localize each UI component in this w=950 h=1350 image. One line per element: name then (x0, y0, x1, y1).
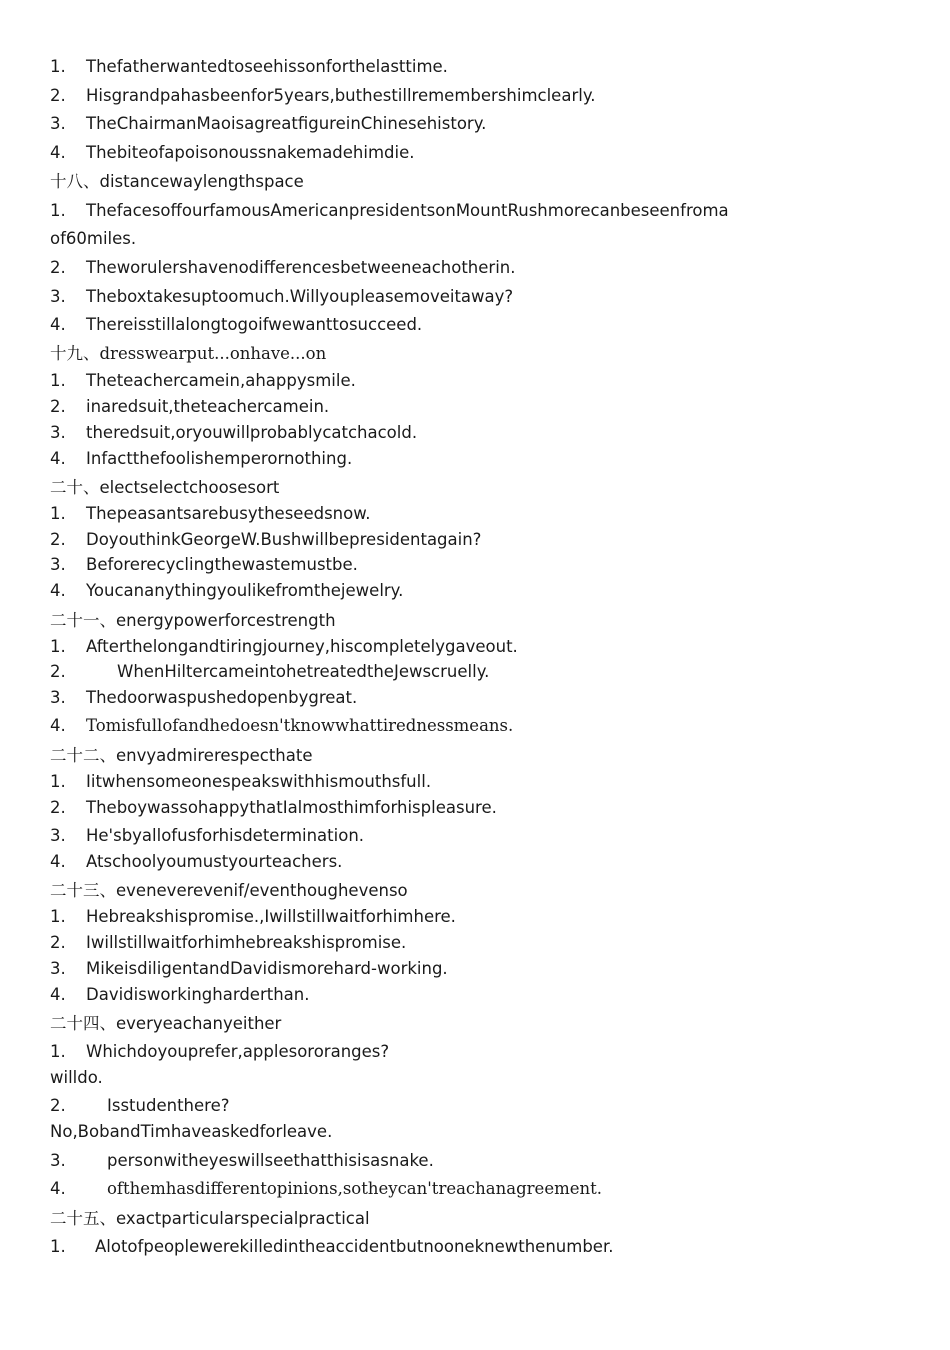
sentence-item: 2. inaredsuit,theteachercamein. (50, 397, 330, 416)
sentence-item: 2. DoyouthinkGeorgeW.Bushwillbepresidentagain? (50, 530, 482, 549)
sentence-text: Theteachercamein,ahappysmile. (86, 371, 356, 390)
sentence-item: 4. Davidisworkingharderthan. (50, 985, 310, 1004)
sentence-continuation: willdo. (50, 1068, 103, 1087)
sentence-text: Iitwhensomeonespeakswithhismouthsfull. (86, 772, 432, 791)
sentence-item: 1. Alotofpeoplewerekilledintheaccidentbutnooneknewthenumber. (50, 1237, 614, 1256)
sentence-text: inaredsuit,theteachercamein. (86, 397, 330, 416)
sentence-text: Theworulershavenodifferencesbetweeneachotherin. (86, 258, 516, 277)
sentence-item: 1. ThefacesoffourfamousAmericanpresidentsonMountRushmorecanbeseenfroma (50, 201, 729, 220)
sentence-text: Youcananythingyoulikefromthejewelry. (86, 581, 404, 600)
sentence-text: Theboxtakesuptoomuch.Willyoupleasemoveitaway? (86, 287, 514, 306)
sentence-item: 2. Hisgrandpahasbeenfor5years,buthestillremembershimclearly. (50, 86, 596, 105)
sentence-item: 2. Isstudenthere? (50, 1096, 230, 1115)
sentence-item: 4. Thebiteofapoisonoussnakemadehimdie. (50, 143, 415, 162)
sentence-text: Alotofpeoplewerekilledintheaccidentbutnooneknewthenumber. (95, 1237, 614, 1256)
section-heading: 十八、distancewaylengthspace (50, 172, 304, 191)
sentence-item: 3. theredsuit,oryouwillprobablycatchacold. (50, 423, 418, 442)
sentence-text: TheChairmanMaoisagreatfigureinChinesehistory. (86, 114, 487, 133)
sentence-text: WhenHiltercameintohetreatedtheJewscruelly. (117, 662, 490, 681)
sentence-text: Afterthelongandtiringjourney,hiscompletelygaveout. (86, 637, 518, 656)
sentence-text: Hebreakshispromise.,Iwillstillwaitforhimhere. (86, 907, 456, 926)
sentence-item: 1. Afterthelongandtiringjourney,hiscompletelygaveout. (50, 637, 518, 656)
sentence-item: 1. Whichdoyouprefer,applesororanges? (50, 1042, 390, 1061)
sentence-text: ThefacesoffourfamousAmericanpresidentsonMountRushmorecanbeseenfroma (86, 201, 729, 220)
section-heading: 二十四、everyeachanyeither (50, 1014, 282, 1033)
sentence-item: 4. Youcananythingyoulikefromthejewelry. (50, 581, 404, 600)
sentence-text: Davidisworkingharderthan. (86, 985, 310, 1004)
sentence-item: 4. Atschoolyoumustyourteachers. (50, 852, 343, 871)
sentence-text: Iwillstillwaitforhimhebreakshispromise. (86, 933, 407, 952)
sentence-text: Atschoolyoumustyourteachers. (86, 852, 343, 871)
section-heading: 二十一、energypowerforcestrength (50, 611, 336, 630)
sentence-text: Beforerecyclingthewastemustbe. (86, 555, 358, 574)
sentence-text: Whichdoyouprefer,applesororanges? (86, 1042, 390, 1061)
sentence-text: personwitheyeswillseethatthisisasnake. (107, 1151, 434, 1170)
sentence-item: 4. Tomisfullofandhedoesn'tknowwhattirednessmeans. (50, 716, 514, 735)
sentence-item: 4. Thereisstillalongtogoifwewanttosucceed. (50, 315, 423, 334)
sentence-item: 1. Theteachercamein,ahappysmile. (50, 371, 356, 390)
sentence-text: Thereisstillalongtogoifwewanttosucceed. (86, 315, 423, 334)
sentence-continuation: No,BobandTimhaveaskedforleave. (50, 1122, 333, 1141)
sentence-item: 1. Thepeasantsarebusytheseedsnow. (50, 504, 371, 523)
sentence-text: Tomisfullofandhedoesn'tknowwhattirednessmeans. (86, 716, 514, 735)
sentence-text: TheboywassohappythatIalmosthimforhispleasure. (86, 798, 497, 817)
sentence-item: 3. MikeisdiligentandDavidismorehard-working. (50, 959, 448, 978)
sentence-item: 2. Theworulershavenodifferencesbetweeneachotherin. (50, 258, 516, 277)
sentence-item: 3. personwitheyeswillseethatthisisasnake. (50, 1151, 434, 1170)
sentence-item: 3. Thedoorwaspushedopenbygreat. (50, 688, 358, 707)
section-heading: 二十五、exactparticularspecialpractical (50, 1209, 370, 1228)
sentence-text: ofthemhasdifferentopinions,sotheycan'treachanagreement. (107, 1179, 602, 1198)
section-heading: 二十、electselectchoosesort (50, 478, 280, 497)
sentence-item: 1. Iitwhensomeonespeakswithhismouthsfull. (50, 772, 432, 791)
sentence-text: theredsuit,oryouwillprobablycatchacold. (86, 423, 418, 442)
sentence-text: Thefatherwantedtoseehissonforthelasttime. (86, 57, 448, 76)
sentence-item: 4. Infactthefoolishemperornothing. (50, 449, 353, 468)
sentence-item: 2. WhenHiltercameintohetreatedtheJewscruelly. (50, 662, 490, 681)
sentence-item: 4. ofthemhasdifferentopinions,sotheycan'treachanagreement. (50, 1179, 602, 1198)
sentence-text: MikeisdiligentandDavidismorehard-working. (86, 959, 448, 978)
section-heading: 十九、dresswearput...onhave...on (50, 344, 327, 363)
sentence-item: 3. Beforerecyclingthewastemustbe. (50, 555, 358, 574)
sentence-text: Infactthefoolishemperornothing. (86, 449, 353, 468)
sentence-item: 1. Thefatherwantedtoseehissonforthelasttime. (50, 57, 448, 76)
sentence-item: 2. TheboywassohappythatIalmosthimforhispleasure. (50, 798, 497, 817)
sentence-text: Thedoorwaspushedopenbygreat. (86, 688, 358, 707)
sentence-text: Thebiteofapoisonoussnakemadehimdie. (86, 143, 415, 162)
sentence-text: Isstudenthere? (107, 1096, 230, 1115)
sentence-item: 3. TheChairmanMaoisagreatfigureinChinesehistory. (50, 114, 487, 133)
section-heading: 二十二、envyadmirerespecthate (50, 746, 313, 765)
sentence-text: Hisgrandpahasbeenfor5years,buthestillremembershimclearly. (86, 86, 596, 105)
sentence-text: Thepeasantsarebusytheseedsnow. (86, 504, 371, 523)
sentence-text: He'sbyallofusforhisdetermination. (86, 826, 365, 845)
sentence-item: 3. Theboxtakesuptoomuch.Willyoupleasemoveitaway? (50, 287, 514, 306)
sentence-continuation: of60miles. (50, 229, 137, 248)
sentence-item: 1. Hebreakshispromise.,Iwillstillwaitforhimhere. (50, 907, 456, 926)
sentence-item: 2. Iwillstillwaitforhimhebreakshispromise. (50, 933, 407, 952)
sentence-text: DoyouthinkGeorgeW.Bushwillbepresidentagain? (86, 530, 482, 549)
section-heading: 二十三、eveneverevenif/eventhoughevenso (50, 881, 408, 900)
sentence-item: 3. He'sbyallofusforhisdetermination. (50, 826, 365, 845)
